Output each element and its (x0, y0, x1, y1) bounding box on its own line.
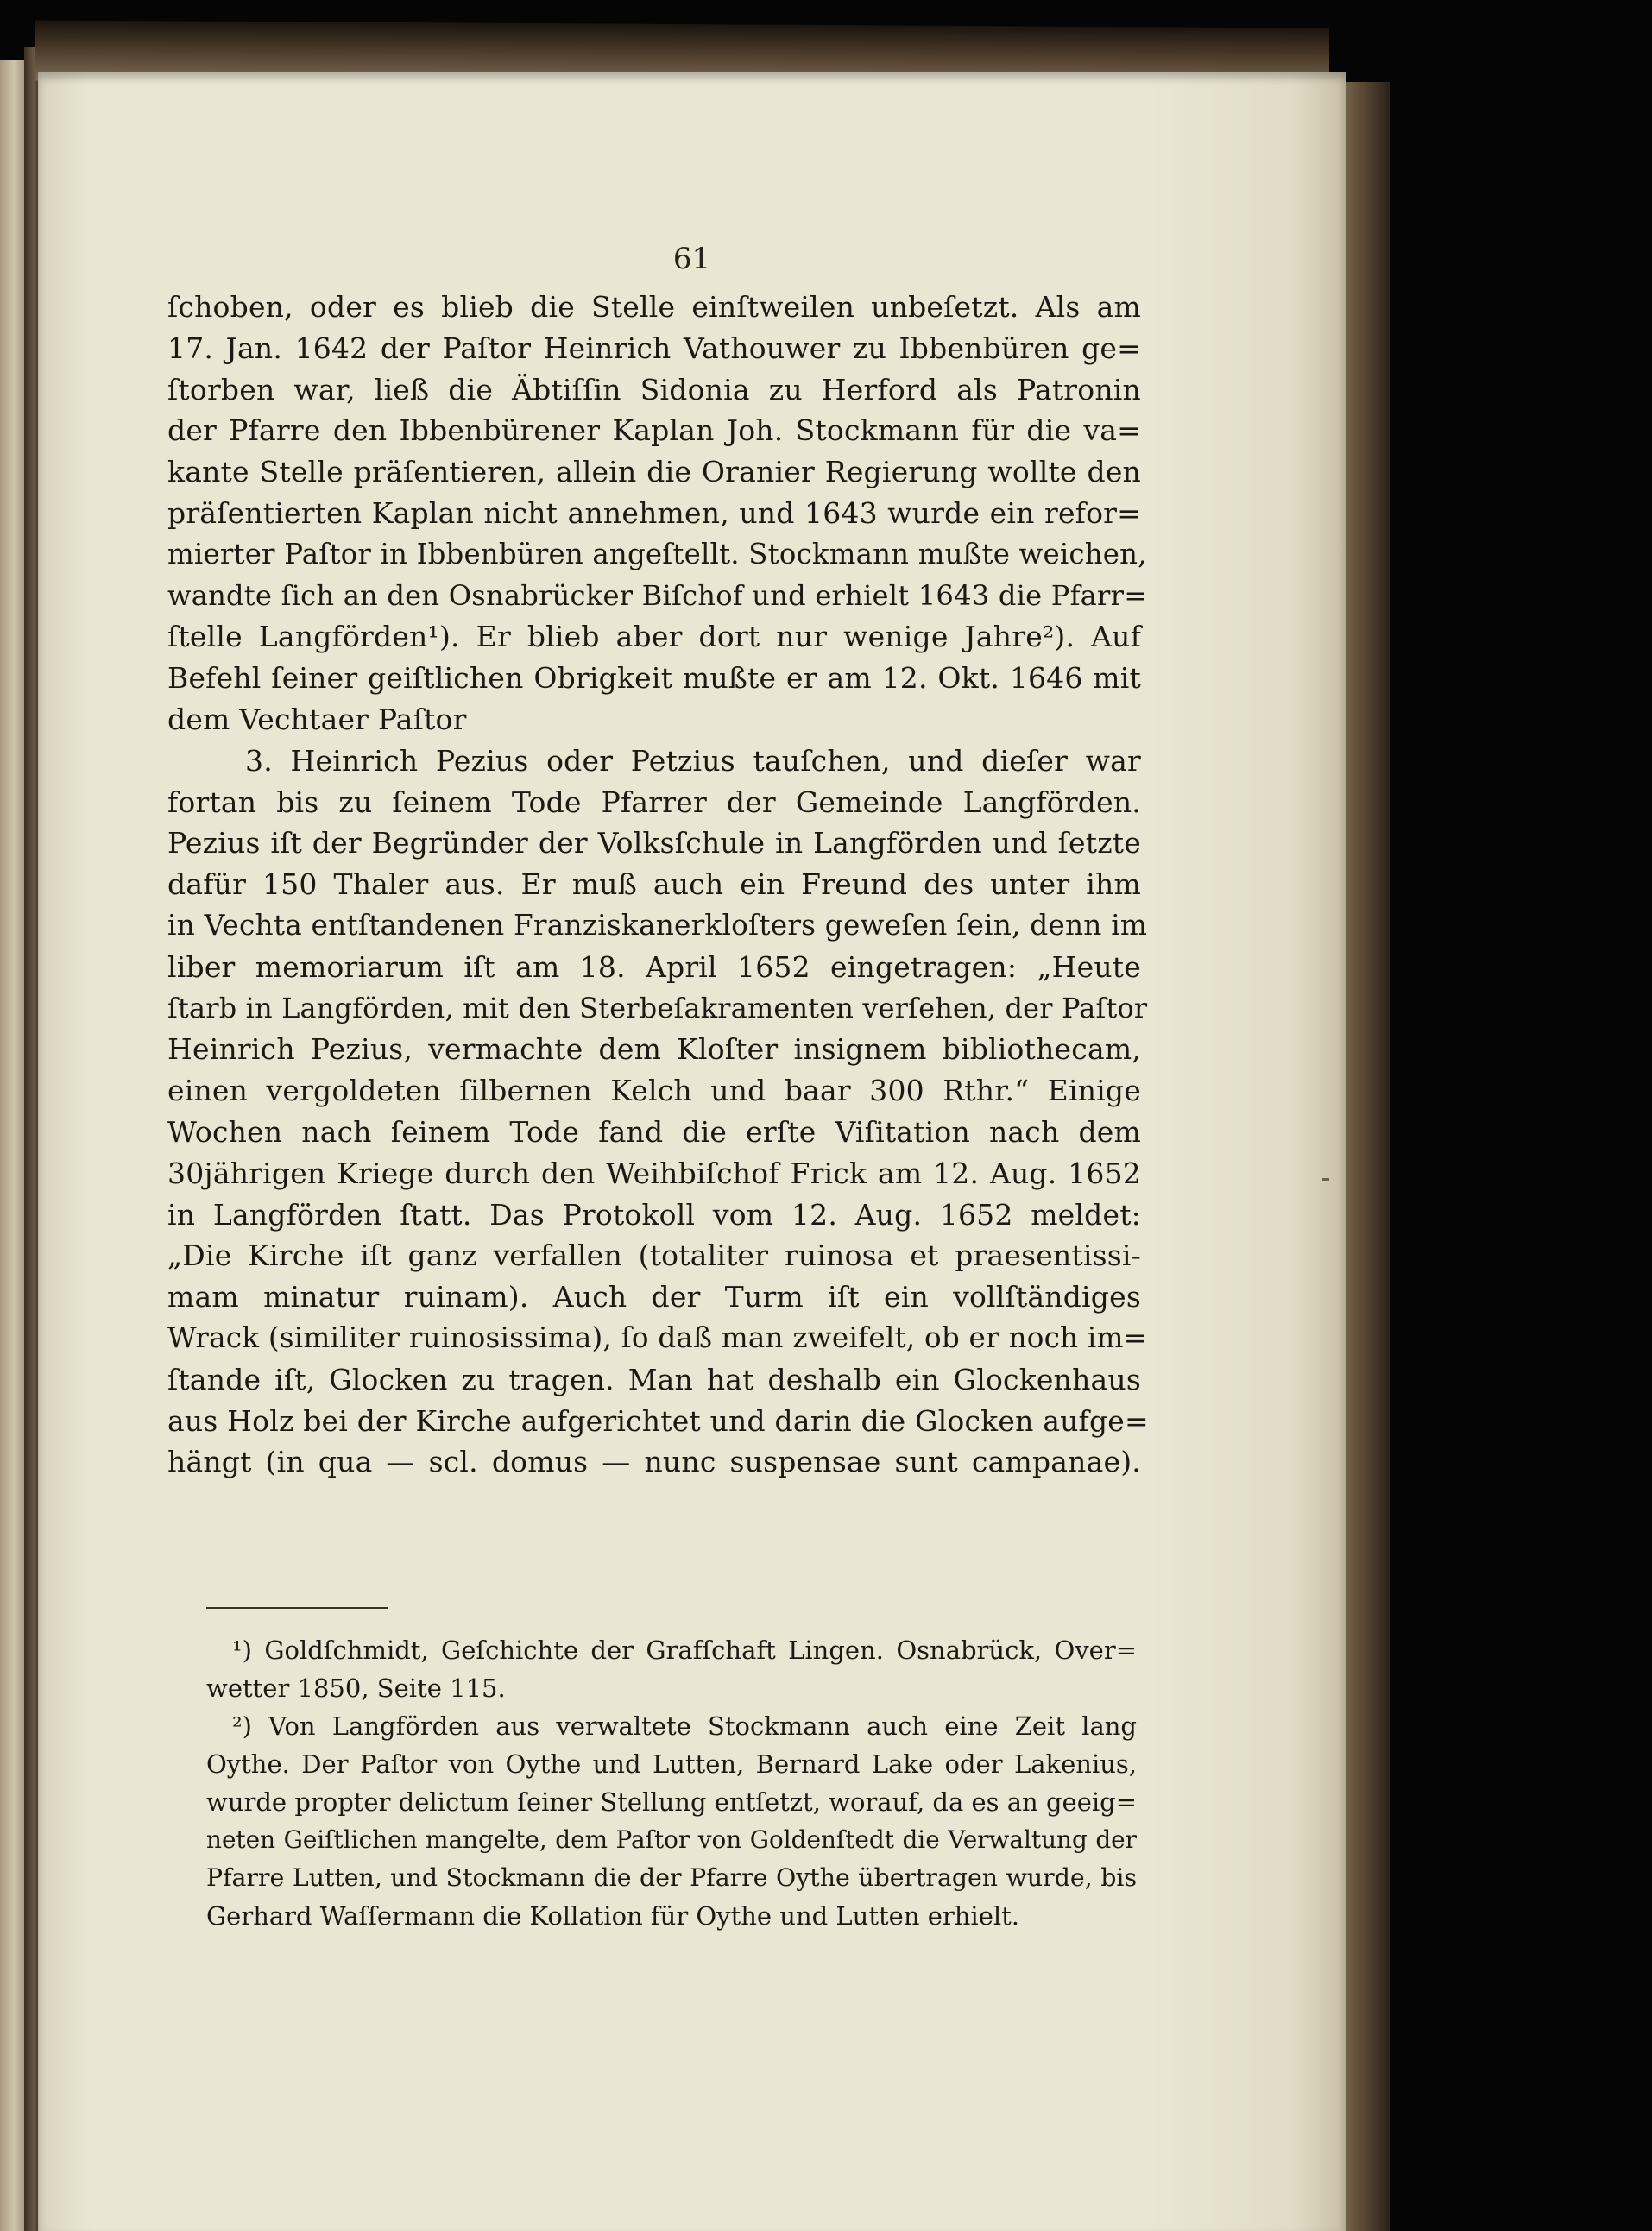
body-line: dem Vechtaer Paſtor (167, 702, 467, 736)
footnote-line: Gerhard Waſſermann die Kollation für Oythe und Lutten erhielt. (206, 1901, 1020, 1931)
body-line: ſtorben war, ließ die Äbtiſſin Sidonia zu Herford als Patronin (167, 372, 1141, 406)
body-line: Wrack (similiter ruinosissima), ſo daß man zweifelt, ob er noch im= (167, 1320, 1148, 1354)
body-line: präſentierten Kaplan nicht annehmen, und 1643 wurde ein refor= (167, 495, 1141, 530)
page-number (38, 242, 1346, 276)
body-line: mierter Paſtor in Ibbenbüren angeſtellt. Stockmann mußte weichen, (167, 537, 1147, 570)
body-line-section-heading: 3. Heinrich Pezius oder Petzius tauſchen, und dieſer war (245, 743, 1141, 778)
body-line: in Langförden ſtatt. Das Protokoll vom 12. Aug. 1652 meldet: (167, 1197, 1141, 1232)
footnote-line: ¹) Goldſchmidt, Geſchichte der Grafſchaft Lingen. Osnabrück, Over= (232, 1635, 1137, 1665)
body-line: wandte ſich an den Osnabrücker Biſchof und erhielt 1643 die Pfarr= (167, 578, 1148, 612)
book-page (38, 72, 1346, 2231)
footnote-divider (206, 1607, 388, 1609)
footnote-line: wetter 1850, Seite 115. (206, 1673, 506, 1703)
body-line: 30jährigen Kriege durch den Weihbiſchof Frick am 12. Aug. 1652 (167, 1156, 1141, 1190)
body-line: Befehl ſeiner geiſtlichen Obrigkeit mußte er am 12. Okt. 1646 mit (167, 661, 1141, 696)
footnote-line: ²) Von Langförden aus verwaltete Stockmann auch eine Zeit lang (232, 1711, 1137, 1741)
body-line: liber memoriarum iſt am 18. April 1652 eingetragen: „Heute (167, 949, 1141, 984)
body-line: ſtelle Langförden¹). Er blieb aber dort nur wenige Jahre²). Auf (167, 620, 1141, 654)
body-line: Heinrich Pezius, vermachte dem Kloſter insignem bibliothecam, (167, 1032, 1141, 1067)
footnote-line: Oythe. Der Paſtor von Oythe und Lutten, Bernard Lake oder Lakenius, (206, 1749, 1137, 1779)
page-number-text: 61 (672, 242, 711, 276)
body-text (167, 287, 1149, 1483)
footnotes (206, 1631, 1137, 1935)
body-line: mam minatur ruinam). Auch der Turm iſt ein vollſtändiges (167, 1280, 1141, 1314)
body-line: hängt (in qua — scl. domus — nunc suspensae sunt campanae). (167, 1445, 1141, 1479)
footnote-line: Pfarre Lutten, und Stockmann die der Pfarre Oythe übertragen wurde, bis (206, 1863, 1137, 1892)
body-line: Pezius iſt der Begründer der Volksſchule in Langförden und ſetzte (167, 826, 1141, 860)
body-line: 17. Jan. 1642 der Paſtor Heinrich Vathouwer zu Ibbenbüren ge= (167, 331, 1141, 365)
body-line: aus Holz bei der Kirche aufgerichtet und darin die Glocken aufge= (167, 1403, 1149, 1438)
footnote-line: neten Geiſtlichen mangelte, dem Paſtor von Goldenſtedt die Verwaltung der (206, 1825, 1137, 1854)
body-line: einen vergoldeten ſilbernen Kelch und baar 300 Rthr.“ Einige (167, 1074, 1141, 1108)
body-line: ſtande iſt, Glocken zu tragen. Man hat deshalb ein Glockenhaus (167, 1362, 1141, 1396)
footnote-line: wurde propter delictum ſeiner Stellung entſetzt, worauf, da es an geeig= (206, 1787, 1137, 1817)
body-line: ſtarb in Langförden, mit den Sterbeſakramenten verſehen, der Paſtor (167, 991, 1148, 1024)
body-line: Wochen nach ſeinem Tode fand die erſte Viſitation nach dem (167, 1114, 1141, 1149)
body-line: fortan bis zu ſeinem Tode Pfarrer der Gemeinde Langförden. (167, 785, 1141, 819)
body-line: in Vechta entſtandenen Franziskanerkloſters geweſen ſein, denn im (167, 908, 1148, 942)
body-line: „Die Kirche iſt ganz verfallen (totaliter ruinosa et praesentissi- (167, 1238, 1141, 1273)
body-line: ſchoben, oder es blieb die Stelle einſtweilen unbeſetzt. Als am (167, 290, 1141, 324)
body-line: dafür 150 Thaler aus. Er muß auch ein Freund des unter ihm (167, 867, 1141, 902)
margin-mark (1322, 1178, 1329, 1181)
body-line: der Pfarre den Ibbenbürener Kaplan Joh. Stockmann für die va= (167, 413, 1141, 448)
body-line: kante Stelle präſentieren, allein die Oranier Regierung wollte den (167, 455, 1141, 489)
